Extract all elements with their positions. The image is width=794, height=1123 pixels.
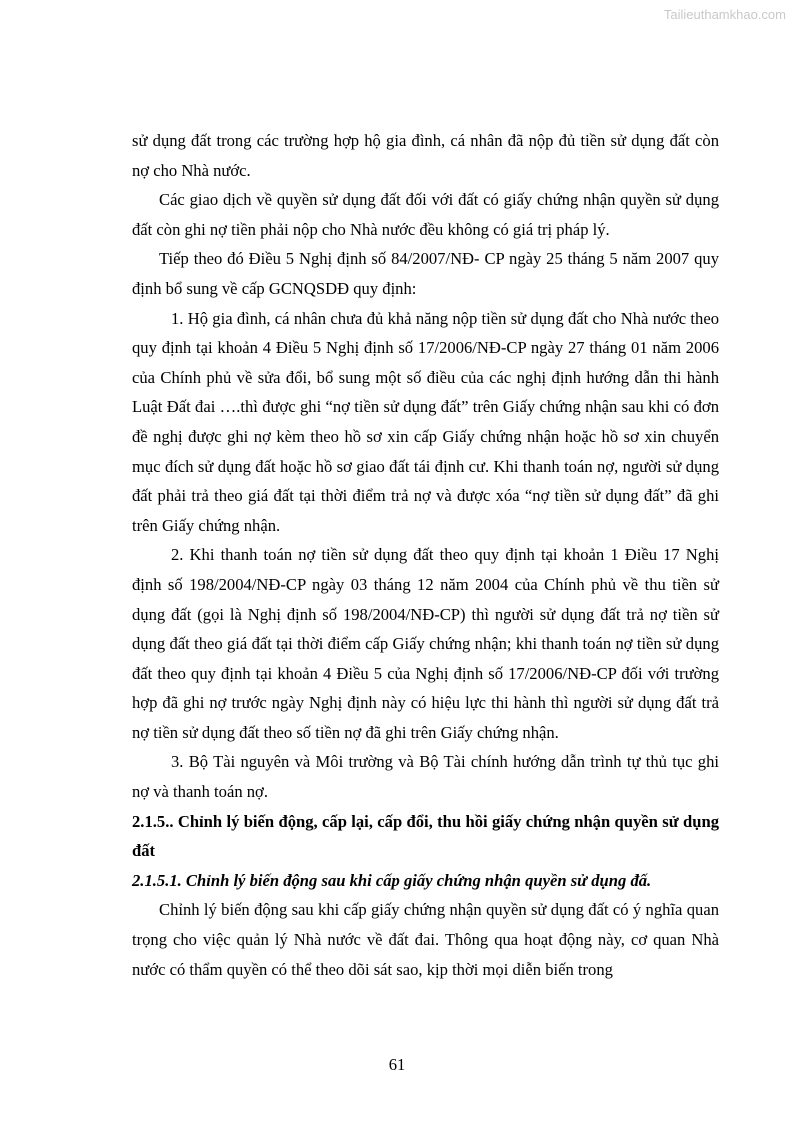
list-item-2: 2. Khi thanh toán nợ tiền sử dụng đất theo quy định tại khoản 1 Điều 17 Nghị định số 198/2004/NĐ-CP ngày 03 tháng 12 năm 2004 của Chính phủ về thu tiền sử dụng đất (gọi là Nghị định số 198/2004/NĐ-CP) thì người sử dụng đất trả nợ tiền sử dụng đất theo giá đất tại thời điểm cấp Giấy chứng nhận; khi thanh toán nợ tiền sử dụng đất theo quy định tại khoản 4 Điều 5 của Nghị định số 17/2006/NĐ-CP đối với trường hợp đã ghi nợ trước ngày Nghị định này có hiệu lực thi hành thì người sử dụng đất trả nợ tiền sử dụng đất theo số tiền nợ đã ghi trên Giấy chứng nhận. (132, 545, 719, 742)
paragraph-transactions: Các giao dịch về quyền sử dụng đất đối với đất có giấy chứng nhận quyền sử dụng đất còn ghi nợ tiền phải nộp cho Nhà nước đều không có giá trị pháp lý. (132, 190, 719, 239)
document-body (132, 126, 719, 984)
paragraph-closing: Chỉnh lý biến động sau khi cấp giấy chứng nhận quyền sử dụng đất có ý nghĩa quan trọng cho việc quản lý Nhà nước về đất đai. Thông qua hoạt động này, cơ quan Nhà nước có thẩm quyền có thể theo dõi sát sao, kịp thời mọi diễn biến trong (132, 900, 719, 979)
section-heading: 2.1.5.. Chỉnh lý biến động, cấp lại, cấp đổi, thu hồi giấy chứng nhận quyền sử dụng đất (132, 811, 719, 861)
paragraph-continued: sử dụng đất trong các trường hợp hộ gia đình, cá nhân đã nộp đủ tiền sử dụng đất còn nợ cho Nhà nước. (132, 131, 719, 180)
list-item-1: 1. Hộ gia đình, cá nhân chưa đủ khả năng nộp tiền sử dụng đất cho Nhà nước theo quy định tại khoản 4 Điều 5 Nghị định số 17/2006/NĐ-CP ngày 27 tháng 01 năm 2006 của Chính phủ về sửa đổi, bổ sung một số điều của các nghị định hướng dẫn thi hành Luật Đất đai ….thì được ghi “nợ tiền sử dụng đất” trên Giấy chứng nhận sau khi có đơn đề nghị được ghi nợ kèm theo hồ sơ xin cấp Giấy chứng nhận hoặc hồ sơ xin chuyển mục đích sử dụng đất hoặc hồ sơ giao đất tái định cư. Khi thanh toán nợ, người sử dụng đất phải trả theo giá đất tại thời điểm trả nợ và được xóa “nợ tiền sử dụng đất” đã ghi trên Giấy chứng nhận. (132, 308, 719, 535)
list-item-3: 3. Bộ Tài nguyên và Môi trường và Bộ Tài chính hướng dẫn trình tự thủ tục ghi nợ và thanh toán nợ. (132, 752, 719, 802)
paragraph-decree-84: Tiếp theo đó Điều 5 Nghị định số 84/2007/NĐ- CP ngày 25 tháng 5 năm 2007 quy định bổ sung về cấp GCNQSDĐ quy định: (132, 249, 719, 298)
page-number: 61 (388, 1055, 406, 1074)
watermark: Tailieuthamkhao.com (663, 7, 786, 22)
subsection-heading: 2.1.5.1. Chỉnh lý biến động sau khi cấp giấy chứng nhận quyền sử dụng đấ. (132, 870, 652, 890)
